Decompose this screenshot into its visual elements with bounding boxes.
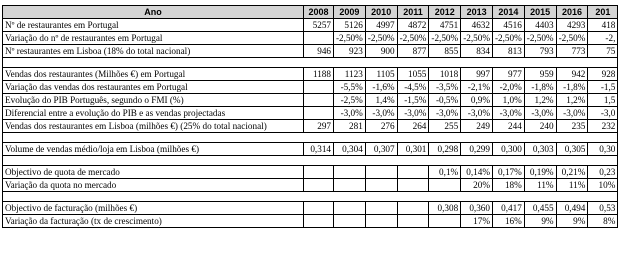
- value-cell: [397, 215, 429, 228]
- value-cell: 1,4%: [365, 94, 397, 107]
- value-cell: 4293: [556, 19, 588, 32]
- value-cell: -2,50%: [429, 32, 461, 45]
- value-cell: -1,5%: [397, 94, 429, 107]
- value-cell: 9%: [524, 215, 556, 228]
- value-cell: 75: [588, 45, 618, 58]
- year-header: 2009: [334, 6, 366, 19]
- value-cell: -2,50%: [461, 32, 493, 45]
- table-row: [3, 94, 618, 107]
- value-cell: 249: [461, 120, 493, 133]
- value-cell: 0,14%: [461, 166, 493, 179]
- value-cell: [397, 202, 429, 215]
- value-cell: -2,50%: [334, 32, 366, 45]
- table-row: [3, 120, 618, 133]
- value-cell: [334, 166, 366, 179]
- value-cell: -2,0%: [492, 81, 524, 94]
- value-cell: 0,19%: [524, 166, 556, 179]
- value-cell: 4751: [429, 19, 461, 32]
- value-cell: [304, 81, 334, 94]
- value-cell: -3,0: [588, 107, 618, 120]
- value-cell: 928: [588, 68, 618, 81]
- row-label: Variação da facturação (tx de crescimento): [3, 215, 304, 228]
- value-cell: 1,2%: [524, 94, 556, 107]
- value-cell: [429, 215, 461, 228]
- value-cell: [334, 202, 366, 215]
- value-cell: -1,6%: [365, 81, 397, 94]
- value-cell: -3,0%: [556, 107, 588, 120]
- table-row: [3, 68, 618, 81]
- value-cell: [365, 215, 397, 228]
- spacer-cell: [3, 156, 618, 166]
- value-cell: 946: [304, 45, 334, 58]
- value-cell: 0,314: [304, 143, 334, 156]
- value-cell: 0,455: [524, 202, 556, 215]
- year-header-label: Ano: [3, 6, 304, 19]
- value-cell: 0,299: [461, 143, 493, 156]
- table-row: [3, 107, 618, 120]
- row-label: Variação da quota no mercado: [3, 179, 304, 192]
- value-cell: 8%: [588, 215, 618, 228]
- value-cell: 276: [365, 120, 397, 133]
- value-cell: [304, 32, 334, 45]
- value-cell: 0,23: [588, 166, 618, 179]
- spreadsheet-table: [2, 5, 618, 228]
- spacer-cell: [3, 192, 618, 202]
- value-cell: -2,50%: [556, 32, 588, 45]
- spacer-row: [3, 133, 618, 143]
- value-cell: 0,303: [524, 143, 556, 156]
- value-cell: 1,2%: [556, 94, 588, 107]
- year-header: 201: [588, 6, 618, 19]
- row-label: Variação das vendas dos restaurantes em Portugal: [3, 81, 304, 94]
- row-label: Vendas dos restaurantes em Lisboa (milhões €) (25% do total nacional): [3, 120, 304, 133]
- value-cell: 0,300: [492, 143, 524, 156]
- value-cell: 16%: [492, 215, 524, 228]
- value-cell: -2,50%: [397, 32, 429, 45]
- row-label: Nº de restaurantes em Portugal: [3, 19, 304, 32]
- table-row: [3, 19, 618, 32]
- value-cell: 232: [588, 120, 618, 133]
- row-label: Diferencial entre a evolução do PIB e as vendas projectadas: [3, 107, 304, 120]
- value-cell: -2,50%: [492, 32, 524, 45]
- value-cell: 297: [304, 120, 334, 133]
- value-cell: 4632: [461, 19, 493, 32]
- value-cell: 17%: [461, 215, 493, 228]
- value-cell: 1,5: [588, 94, 618, 107]
- value-cell: 977: [492, 68, 524, 81]
- value-cell: [397, 179, 429, 192]
- spacer-row: [3, 58, 618, 68]
- value-cell: 0,9%: [461, 94, 493, 107]
- value-cell: 281: [334, 120, 366, 133]
- value-cell: -1,5: [588, 81, 618, 94]
- value-cell: 877: [397, 45, 429, 58]
- value-cell: 997: [461, 68, 493, 81]
- row-label: Evolução do PIB Português, segundo o FMI (%): [3, 94, 304, 107]
- table-row: [3, 202, 618, 215]
- value-cell: 855: [429, 45, 461, 58]
- value-cell: [334, 215, 366, 228]
- value-cell: -3,0%: [429, 107, 461, 120]
- value-cell: -1,8%: [524, 81, 556, 94]
- row-label: Variação do nº de restaurantes em Portugal: [3, 32, 304, 45]
- value-cell: 5257: [304, 19, 334, 32]
- value-cell: 1188: [304, 68, 334, 81]
- value-cell: 418: [588, 19, 618, 32]
- value-cell: 793: [524, 45, 556, 58]
- row-label: Nº restaurantes em Lisboa (18% do total nacional): [3, 45, 304, 58]
- value-cell: -3,0%: [365, 107, 397, 120]
- value-cell: 4872: [397, 19, 429, 32]
- value-cell: 11%: [524, 179, 556, 192]
- spacer-row: [3, 156, 618, 166]
- table-row: [3, 215, 618, 228]
- year-header: 2008: [304, 6, 334, 19]
- row-label: Volume de vendas médio/loja em Lisboa (milhões €): [3, 143, 304, 156]
- spacer-row: [3, 192, 618, 202]
- value-cell: -3,0%: [397, 107, 429, 120]
- value-cell: 773: [556, 45, 588, 58]
- value-cell: [304, 215, 334, 228]
- value-cell: 900: [365, 45, 397, 58]
- value-cell: -3,0%: [334, 107, 366, 120]
- value-cell: 0,17%: [492, 166, 524, 179]
- value-cell: [365, 179, 397, 192]
- value-cell: -2,1%: [461, 81, 493, 94]
- table-row: [3, 81, 618, 94]
- value-cell: [304, 166, 334, 179]
- value-cell: 240: [524, 120, 556, 133]
- value-cell: [397, 166, 429, 179]
- value-cell: 942: [556, 68, 588, 81]
- year-header: 2010: [365, 6, 397, 19]
- value-cell: -3,0%: [492, 107, 524, 120]
- year-header: 2014: [492, 6, 524, 19]
- value-cell: 4516: [492, 19, 524, 32]
- value-cell: 0,308: [429, 202, 461, 215]
- value-cell: 11%: [556, 179, 588, 192]
- table-row: [3, 179, 618, 192]
- value-cell: 0,301: [397, 143, 429, 156]
- value-cell: -3,5%: [429, 81, 461, 94]
- year-header: 2012: [429, 6, 461, 19]
- value-cell: 0,417: [492, 202, 524, 215]
- value-cell: [429, 179, 461, 192]
- value-cell: 18%: [492, 179, 524, 192]
- value-cell: -4,5%: [397, 81, 429, 94]
- table-row: [3, 32, 618, 45]
- value-cell: 0,304: [334, 143, 366, 156]
- table-body: [3, 19, 618, 228]
- value-cell: 0,360: [461, 202, 493, 215]
- value-cell: -2,: [588, 32, 618, 45]
- value-cell: 5126: [334, 19, 366, 32]
- value-cell: 235: [556, 120, 588, 133]
- row-label: Objectivo de quota de mercado: [3, 166, 304, 179]
- value-cell: [304, 179, 334, 192]
- value-cell: [304, 94, 334, 107]
- value-cell: -5,5%: [334, 81, 366, 94]
- table-row: [3, 143, 618, 156]
- value-cell: 834: [461, 45, 493, 58]
- value-cell: -2,50%: [524, 32, 556, 45]
- value-cell: -3,0%: [461, 107, 493, 120]
- value-cell: 9%: [556, 215, 588, 228]
- table-row: [3, 166, 618, 179]
- value-cell: [334, 179, 366, 192]
- value-cell: [365, 166, 397, 179]
- year-header: 2011: [397, 6, 429, 19]
- value-cell: 244: [492, 120, 524, 133]
- value-cell: [304, 107, 334, 120]
- value-cell: 0,305: [556, 143, 588, 156]
- row-label: Vendas dos restaurantes (Milhões €) em Portugal: [3, 68, 304, 81]
- value-cell: [365, 202, 397, 215]
- value-cell: 1018: [429, 68, 461, 81]
- value-cell: 1105: [365, 68, 397, 81]
- value-cell: 813: [492, 45, 524, 58]
- value-cell: -2,5%: [334, 94, 366, 107]
- value-cell: 0,1%: [429, 166, 461, 179]
- value-cell: 4403: [524, 19, 556, 32]
- value-cell: 1123: [334, 68, 366, 81]
- value-cell: [304, 202, 334, 215]
- spacer-cell: [3, 58, 618, 68]
- table-row: [3, 45, 618, 58]
- value-cell: -0,5%: [429, 94, 461, 107]
- value-cell: 1,0%: [492, 94, 524, 107]
- value-cell: 264: [397, 120, 429, 133]
- value-cell: 0,307: [365, 143, 397, 156]
- value-cell: 255: [429, 120, 461, 133]
- value-cell: -2,50%: [365, 32, 397, 45]
- value-cell: 1055: [397, 68, 429, 81]
- value-cell: -3,0%: [524, 107, 556, 120]
- header-row: [3, 6, 618, 19]
- value-cell: -1,8%: [556, 81, 588, 94]
- year-header: 2013: [461, 6, 493, 19]
- year-header: 2015: [524, 6, 556, 19]
- row-label: Objectivo de facturação (milhões €): [3, 202, 304, 215]
- value-cell: 0,298: [429, 143, 461, 156]
- year-header: 2016: [556, 6, 588, 19]
- value-cell: 0,494: [556, 202, 588, 215]
- value-cell: 4997: [365, 19, 397, 32]
- value-cell: 10%: [588, 179, 618, 192]
- spacer-cell: [3, 133, 618, 143]
- value-cell: 0,21%: [556, 166, 588, 179]
- value-cell: 923: [334, 45, 366, 58]
- value-cell: 0,53: [588, 202, 618, 215]
- value-cell: 959: [524, 68, 556, 81]
- value-cell: 0,30: [588, 143, 618, 156]
- value-cell: 20%: [461, 179, 493, 192]
